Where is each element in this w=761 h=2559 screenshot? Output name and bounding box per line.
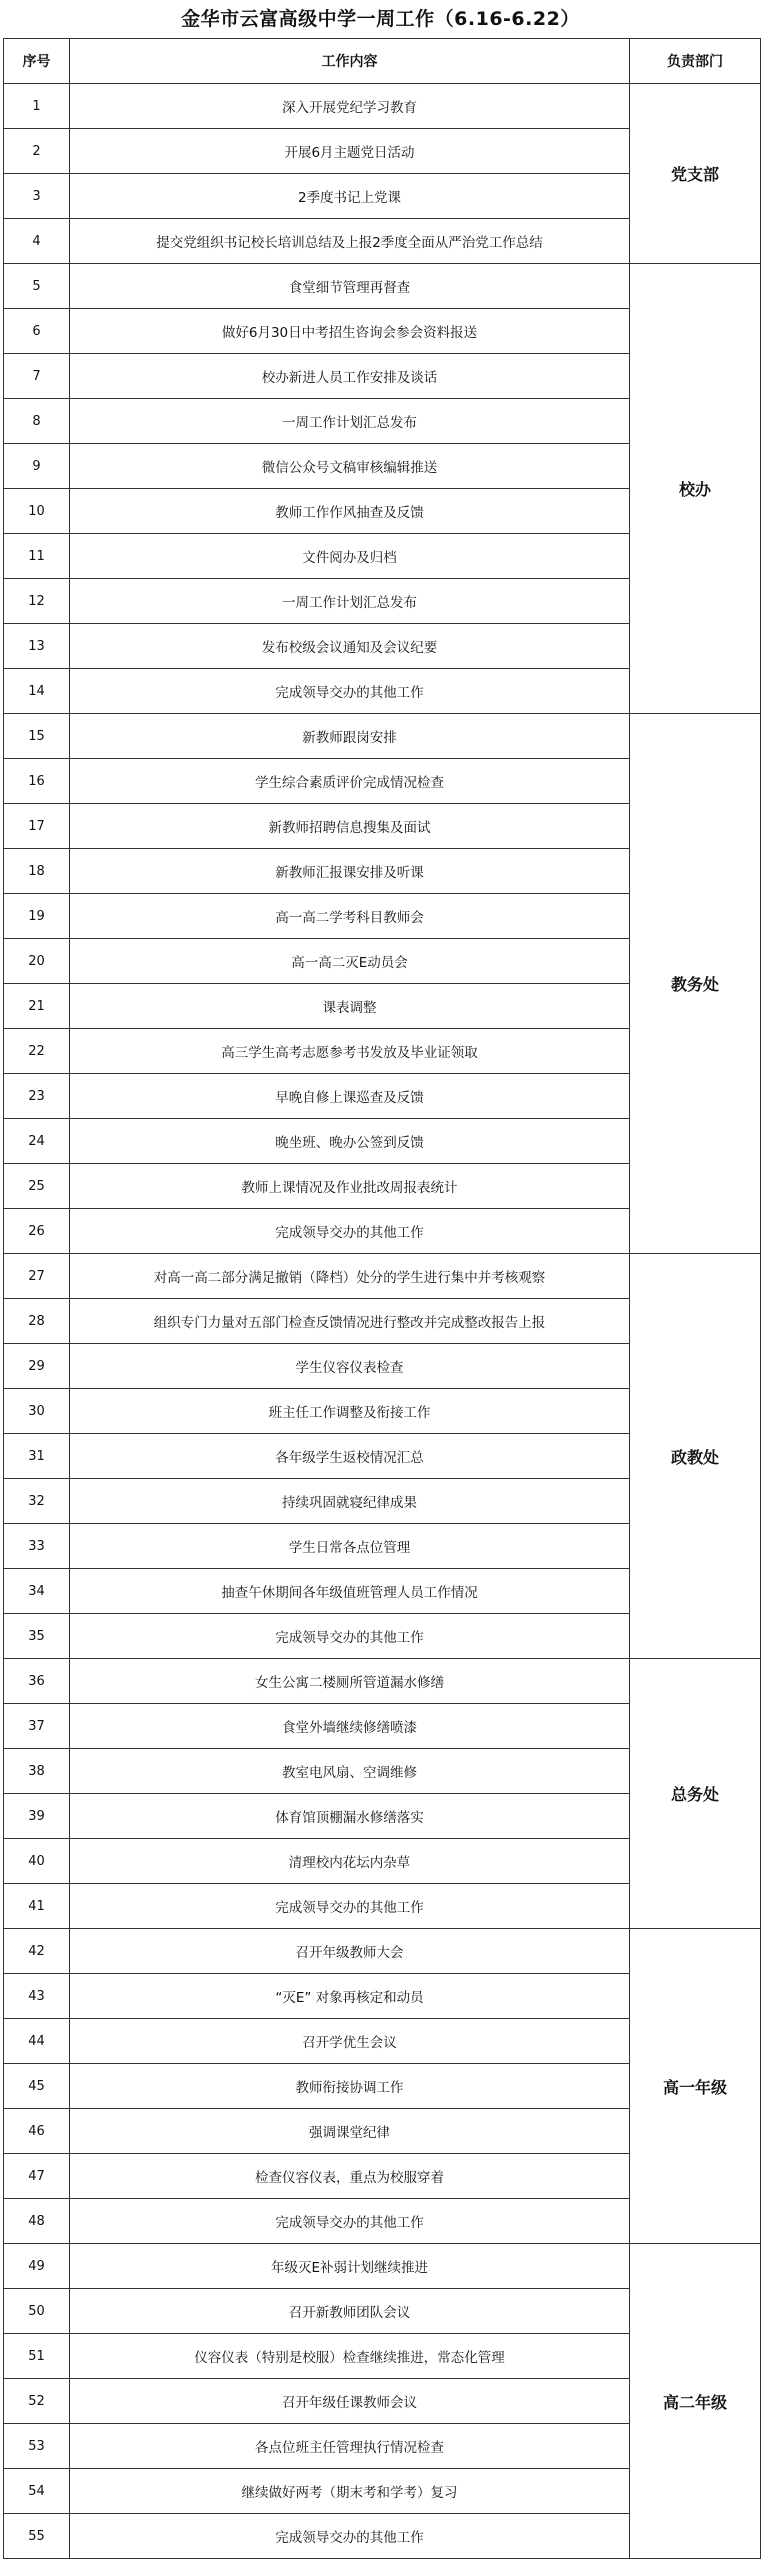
task-content: 新教师跟岗安排 <box>70 714 630 759</box>
row-number: 45 <box>4 2064 70 2109</box>
department-cell: 高一年级 <box>630 1929 761 2244</box>
table-row <box>4 84 761 129</box>
row-number: 15 <box>4 714 70 759</box>
row-number: 10 <box>4 489 70 534</box>
row-number: 42 <box>4 1929 70 1974</box>
task-content: 各点位班主任管理执行情况检查 <box>70 2424 630 2469</box>
row-number: 51 <box>4 2334 70 2379</box>
task-content: 新教师招聘信息搜集及面试 <box>70 804 630 849</box>
row-number: 24 <box>4 1119 70 1164</box>
row-number: 18 <box>4 849 70 894</box>
row-number: 41 <box>4 1884 70 1929</box>
task-content: 早晚自修上课巡查及反馈 <box>70 1074 630 1119</box>
task-content: 完成领导交办的其他工作 <box>70 1209 630 1254</box>
page-title: 金华市云富高级中学一周工作（6.16-6.22） <box>181 8 580 30</box>
row-number: 5 <box>4 264 70 309</box>
row-number: 29 <box>4 1344 70 1389</box>
task-content: 2季度书记上党课 <box>70 174 630 219</box>
table-row <box>4 2244 761 2289</box>
task-content: 教师上课情况及作业批改周报表统计 <box>70 1164 630 1209</box>
row-number: 1 <box>4 84 70 129</box>
task-content: 抽查午休期间各年级值班管理人员工作情况 <box>70 1569 630 1614</box>
task-content: 一周工作计划汇总发布 <box>70 399 630 444</box>
row-number: 12 <box>4 579 70 624</box>
task-content: 完成领导交办的其他工作 <box>70 1884 630 1929</box>
row-number: 46 <box>4 2109 70 2154</box>
row-number: 21 <box>4 984 70 1029</box>
row-number: 9 <box>4 444 70 489</box>
task-content: 提交党组织书记校长培训总结及上报2季度全面从严治党工作总结 <box>70 219 630 264</box>
row-number: 49 <box>4 2244 70 2289</box>
task-content: 开展6月主题党日活动 <box>70 129 630 174</box>
row-number: 50 <box>4 2289 70 2334</box>
task-content: 教师工作作风抽查及反馈 <box>70 489 630 534</box>
task-content: 深入开展党纪学习教育 <box>70 84 630 129</box>
task-content: 强调课堂纪律 <box>70 2109 630 2154</box>
table-row <box>4 1659 761 1704</box>
task-content: 召开年级教师大会 <box>70 1929 630 1974</box>
row-number: 3 <box>4 174 70 219</box>
task-content: 完成领导交办的其他工作 <box>70 1614 630 1659</box>
row-number: 8 <box>4 399 70 444</box>
row-number: 34 <box>4 1569 70 1614</box>
task-content: 各年级学生返校情况汇总 <box>70 1434 630 1479</box>
department-cell: 校办 <box>630 264 761 714</box>
task-content: “灭E” 对象再核定和动员 <box>70 1974 630 2019</box>
row-number: 14 <box>4 669 70 714</box>
task-content: 学生日常各点位管理 <box>70 1524 630 1569</box>
department-cell: 高二年级 <box>630 2244 761 2559</box>
task-content: 发布校级会议通知及会议纪要 <box>70 624 630 669</box>
task-content: 完成领导交办的其他工作 <box>70 2514 630 2559</box>
task-content: 学生综合素质评价完成情况检查 <box>70 759 630 804</box>
row-number: 13 <box>4 624 70 669</box>
task-content: 高一高二学考科目教师会 <box>70 894 630 939</box>
task-content: 新教师汇报课安排及听课 <box>70 849 630 894</box>
task-content: 教室电风扇、空调维修 <box>70 1749 630 1794</box>
row-number: 20 <box>4 939 70 984</box>
table-row <box>4 714 761 759</box>
department-cell: 总务处 <box>630 1659 761 1929</box>
row-number: 2 <box>4 129 70 174</box>
header-no: 序号 <box>4 39 70 84</box>
row-number: 30 <box>4 1389 70 1434</box>
task-content: 高三学生高考志愿参考书发放及毕业证领取 <box>70 1029 630 1074</box>
row-number: 26 <box>4 1209 70 1254</box>
row-number: 19 <box>4 894 70 939</box>
task-content: 组织专门力量对五部门检查反馈情况进行整改并完成整改报告上报 <box>70 1299 630 1344</box>
row-number: 32 <box>4 1479 70 1524</box>
task-content: 仪容仪表（特别是校服）检查继续推进，常态化管理 <box>70 2334 630 2379</box>
table-header-row <box>4 39 761 84</box>
row-number: 25 <box>4 1164 70 1209</box>
row-number: 16 <box>4 759 70 804</box>
row-number: 40 <box>4 1839 70 1884</box>
row-number: 22 <box>4 1029 70 1074</box>
row-number: 52 <box>4 2379 70 2424</box>
department-cell: 教务处 <box>630 714 761 1254</box>
department-cell: 党支部 <box>630 84 761 264</box>
row-number: 31 <box>4 1434 70 1479</box>
weekly-work-table <box>3 38 761 2559</box>
row-number: 33 <box>4 1524 70 1569</box>
table-row <box>4 264 761 309</box>
task-content: 学生仪容仪表检查 <box>70 1344 630 1389</box>
task-content: 班主任工作调整及衔接工作 <box>70 1389 630 1434</box>
task-content: 对高一高二部分满足撤销（降档）处分的学生进行集中并考核观察 <box>70 1254 630 1299</box>
task-content: 一周工作计划汇总发布 <box>70 579 630 624</box>
table-body <box>4 84 761 2559</box>
row-number: 39 <box>4 1794 70 1839</box>
row-number: 54 <box>4 2469 70 2514</box>
task-content: 食堂细节管理再督查 <box>70 264 630 309</box>
task-content: 完成领导交办的其他工作 <box>70 669 630 714</box>
task-content: 召开新教师团队会议 <box>70 2289 630 2334</box>
task-content: 完成领导交办的其他工作 <box>70 2199 630 2244</box>
row-number: 35 <box>4 1614 70 1659</box>
row-number: 28 <box>4 1299 70 1344</box>
row-number: 23 <box>4 1074 70 1119</box>
task-content: 清理校内花坛内杂草 <box>70 1839 630 1884</box>
task-content: 女生公寓二楼厕所管道漏水修缮 <box>70 1659 630 1704</box>
task-content: 微信公众号文稿审核编辑推送 <box>70 444 630 489</box>
department-cell: 政教处 <box>630 1254 761 1659</box>
row-number: 38 <box>4 1749 70 1794</box>
task-content: 高一高二灭E动员会 <box>70 939 630 984</box>
row-number: 6 <box>4 309 70 354</box>
row-number: 44 <box>4 2019 70 2064</box>
row-number: 17 <box>4 804 70 849</box>
task-content: 年级灭E补弱计划继续推进 <box>70 2244 630 2289</box>
task-content: 晚坐班、晚办公签到反馈 <box>70 1119 630 1164</box>
task-content: 做好6月30日中考招生咨询会参会资料报送 <box>70 309 630 354</box>
task-content: 召开学优生会议 <box>70 2019 630 2064</box>
table-row <box>4 1254 761 1299</box>
task-content: 继续做好两考（期末考和学考）复习 <box>70 2469 630 2514</box>
row-number: 7 <box>4 354 70 399</box>
table-row <box>4 1929 761 1974</box>
row-number: 43 <box>4 1974 70 2019</box>
task-content: 持续巩固就寝纪律成果 <box>70 1479 630 1524</box>
row-number: 47 <box>4 2154 70 2199</box>
row-number: 55 <box>4 2514 70 2559</box>
row-number: 4 <box>4 219 70 264</box>
row-number: 37 <box>4 1704 70 1749</box>
row-number: 11 <box>4 534 70 579</box>
task-content: 教师衔接协调工作 <box>70 2064 630 2109</box>
task-content: 校办新进人员工作安排及谈话 <box>70 354 630 399</box>
task-content: 召开年级任课教师会议 <box>70 2379 630 2424</box>
header-task: 工作内容 <box>70 39 630 84</box>
task-content: 课表调整 <box>70 984 630 1029</box>
row-number: 27 <box>4 1254 70 1299</box>
task-content: 检查仪容仪表，重点为校服穿着 <box>70 2154 630 2199</box>
task-content: 食堂外墙继续修缮喷漆 <box>70 1704 630 1749</box>
row-number: 36 <box>4 1659 70 1704</box>
row-number: 53 <box>4 2424 70 2469</box>
task-content: 文件阅办及归档 <box>70 534 630 579</box>
task-content: 体育馆顶棚漏水修缮落实 <box>70 1794 630 1839</box>
header-dept: 负责部门 <box>630 39 761 84</box>
row-number: 48 <box>4 2199 70 2244</box>
